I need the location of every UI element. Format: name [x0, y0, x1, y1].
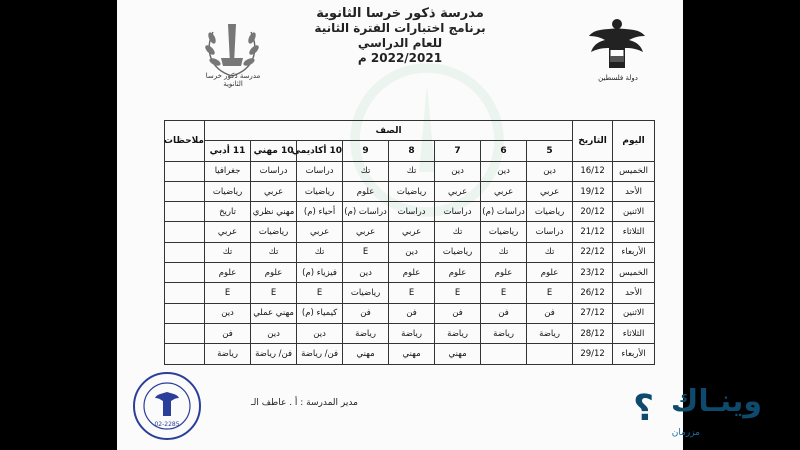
subject-cell: دراسات	[251, 161, 297, 181]
subject-cell: تك	[205, 242, 251, 262]
subject-cell: رياضيات	[435, 242, 481, 262]
school-stamp-icon	[131, 370, 203, 442]
subject-cell: دين	[297, 323, 343, 343]
subject-cell: دراسات	[435, 202, 481, 222]
date-cell: 22/12	[573, 242, 613, 262]
date-cell: 21/12	[573, 222, 613, 242]
school-logo-caption: مدرسة ذكور خرسا الثانوية	[205, 72, 261, 88]
date-cell: 20/12	[573, 202, 613, 222]
subject-cell: E	[343, 242, 389, 262]
eagle-caption: دولة فلسطين	[598, 74, 638, 82]
subject-cell: دين	[343, 263, 389, 283]
subject-cell: تك	[297, 242, 343, 262]
table-row	[165, 202, 655, 222]
grade-header: 11 أدبي	[205, 141, 251, 161]
day-cell: الخميس	[613, 263, 655, 283]
subject-cell: عربي	[481, 181, 527, 201]
notes-cell	[165, 263, 205, 283]
schedule-body	[165, 161, 655, 364]
table-row	[165, 303, 655, 323]
subject-cell: E	[297, 283, 343, 303]
subject-cell: رياضة	[205, 344, 251, 364]
brand-tagline: مزرمان	[671, 428, 700, 438]
day-cell: الاثنين	[613, 303, 655, 323]
grade-header: 10 مهني	[251, 141, 297, 161]
subject-cell: دين	[435, 161, 481, 181]
exam-schedule-table	[164, 120, 655, 365]
table-row	[165, 181, 655, 201]
subject-cell: علوم	[481, 263, 527, 283]
subject-cell: دين	[389, 242, 435, 262]
subject-cell: E	[251, 283, 297, 303]
header-date: التاريخ	[573, 121, 613, 162]
school-name: مدرسة ذكور خرسا الثانوية	[316, 6, 484, 21]
subject-cell: دين	[481, 161, 527, 181]
brand-name: وينـاك	[670, 384, 762, 419]
subject-cell: رياضة	[481, 323, 527, 343]
academic-year: 2022/2021 م	[357, 51, 443, 65]
notes-cell	[165, 323, 205, 343]
stamp-number: 02-2285	[154, 421, 180, 428]
grade-header: 8	[389, 141, 435, 161]
subject-cell: دين	[251, 323, 297, 343]
subject-cell: عربي	[389, 222, 435, 242]
subject-cell: علوم	[343, 181, 389, 201]
subject-cell: دراسات	[297, 161, 343, 181]
grade-header: 7	[435, 141, 481, 161]
subject-cell: رياضيات	[343, 283, 389, 303]
day-cell: الأحد	[613, 283, 655, 303]
table-header-row-1	[165, 121, 655, 141]
subject-cell: دين	[205, 303, 251, 323]
subject-cell: تك	[251, 242, 297, 262]
table-row	[165, 263, 655, 283]
subject-cell: فن	[389, 303, 435, 323]
grade-header: 6	[481, 141, 527, 161]
program-title: برنامج اختبارات الفترة الثانية	[314, 21, 486, 35]
day-cell: الأربعاء	[613, 344, 655, 364]
notes-cell	[165, 161, 205, 181]
table-row	[165, 222, 655, 242]
subject-cell: رياضيات	[251, 222, 297, 242]
subject-cell: علوم	[435, 263, 481, 283]
subject-cell: تك	[343, 161, 389, 181]
table-row	[165, 283, 655, 303]
grade-header: 5	[527, 141, 573, 161]
notes-cell	[165, 344, 205, 364]
subject-cell: فيزياء (م)	[297, 263, 343, 283]
subject-cell: فن	[205, 323, 251, 343]
subject-cell: رياضة	[389, 323, 435, 343]
date-cell: 23/12	[573, 263, 613, 283]
notes-cell	[165, 283, 205, 303]
header-notes: ملاحظات	[165, 121, 205, 162]
header-class: الصف	[205, 121, 573, 141]
notes-cell	[165, 222, 205, 242]
subject-cell: دراسات	[527, 222, 573, 242]
day-cell: الثلاثاء	[613, 222, 655, 242]
subject-cell: رياضيات	[389, 181, 435, 201]
subject-cell: مهني	[435, 344, 481, 364]
subject-cell: E	[435, 283, 481, 303]
notes-cell	[165, 242, 205, 262]
day-cell: الاثنين	[613, 202, 655, 222]
subject-cell: رياضة	[343, 323, 389, 343]
date-cell: 26/12	[573, 283, 613, 303]
subject-cell: E	[527, 283, 573, 303]
subject-cell: دراسات	[389, 202, 435, 222]
subject-cell: رياضة	[527, 323, 573, 343]
subject-cell: فن/ رياضة	[251, 344, 297, 364]
year-label: للعام الدراسي	[357, 36, 443, 50]
subject-cell: عربي	[343, 222, 389, 242]
day-cell: الأحد	[613, 181, 655, 201]
subject-cell: رياضة	[435, 323, 481, 343]
subject-cell: فن	[527, 303, 573, 323]
subject-cell: مهني	[343, 344, 389, 364]
subject-cell: رياضيات	[297, 181, 343, 201]
subject-cell: أحياء (م)	[297, 202, 343, 222]
header-day: اليوم	[613, 121, 655, 162]
subject-cell: فن	[481, 303, 527, 323]
day-cell: الثلاثاء	[613, 323, 655, 343]
notes-cell	[165, 181, 205, 201]
table-row	[165, 161, 655, 181]
subject-cell: فن	[343, 303, 389, 323]
subject-cell: مهني نظري	[251, 202, 297, 222]
subject-cell	[527, 344, 573, 364]
subject-cell: دراسات (م)	[481, 202, 527, 222]
subject-cell: دين	[527, 161, 573, 181]
subject-cell: E	[205, 283, 251, 303]
subject-cell: علوم	[205, 263, 251, 283]
subject-cell: تك	[435, 222, 481, 242]
notes-cell	[165, 202, 205, 222]
day-cell: الخميس	[613, 161, 655, 181]
subject-cell: مهني عملي	[251, 303, 297, 323]
date-cell: 16/12	[573, 161, 613, 181]
brand-question-mark: ؟	[633, 388, 654, 429]
table-row	[165, 242, 655, 262]
notes-cell	[165, 303, 205, 323]
subject-cell: E	[481, 283, 527, 303]
subject-cell: علوم	[389, 263, 435, 283]
subject-cell: تك	[527, 242, 573, 262]
subject-cell: رياضيات	[481, 222, 527, 242]
subject-cell: جغرافيا	[205, 161, 251, 181]
date-cell: 19/12	[573, 181, 613, 201]
date-cell: 29/12	[573, 344, 613, 364]
palestine-eagle-icon	[587, 14, 647, 76]
table-row	[165, 344, 655, 364]
subject-cell: رياضيات	[205, 181, 251, 201]
subject-cell: عربي	[251, 181, 297, 201]
subject-cell: مهني	[389, 344, 435, 364]
subject-cell: عربي	[297, 222, 343, 242]
grade-header: 9	[343, 141, 389, 161]
subject-cell: عربي	[435, 181, 481, 201]
grade-header: 10 أكاديمي	[297, 141, 343, 161]
subject-cell: تك	[481, 242, 527, 262]
subject-cell: دراسات (م)	[343, 202, 389, 222]
subject-cell	[481, 344, 527, 364]
subject-cell: كيمياء (م)	[297, 303, 343, 323]
subject-cell: عربي	[205, 222, 251, 242]
table-row	[165, 323, 655, 343]
date-cell: 27/12	[573, 303, 613, 323]
day-cell: الأربعاء	[613, 242, 655, 262]
principal-signature-line: مدير المدرسة : أ . عاطف الـ	[251, 398, 358, 408]
subject-cell: رياضيات	[527, 202, 573, 222]
subject-cell: عربي	[527, 181, 573, 201]
document-page	[117, 0, 683, 450]
subject-cell: علوم	[251, 263, 297, 283]
subject-cell: تك	[389, 161, 435, 181]
subject-cell: تاريخ	[205, 202, 251, 222]
subject-cell: فن/ رياضة	[297, 344, 343, 364]
subject-cell: E	[389, 283, 435, 303]
date-cell: 28/12	[573, 323, 613, 343]
subject-cell: فن	[435, 303, 481, 323]
subject-cell: علوم	[527, 263, 573, 283]
